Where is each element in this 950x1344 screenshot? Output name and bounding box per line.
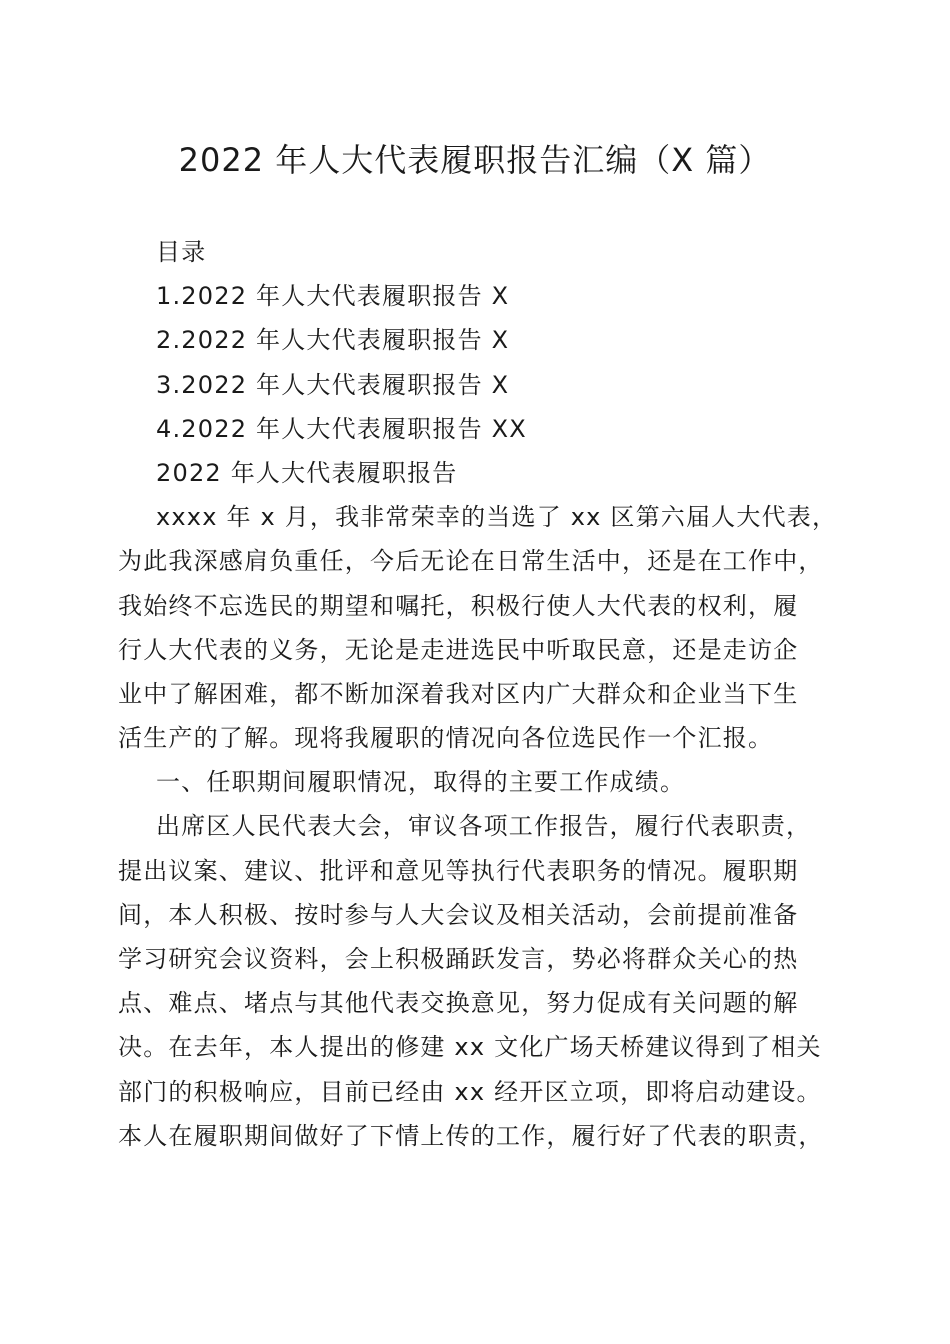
toc-item-1: 1.2022 年人大代表履职报告 X <box>156 282 510 311</box>
paragraph2-line-2: 提出议案、建议、批评和意见等执行代表职务的情况。履职期 <box>118 856 799 885</box>
report-title: 2022 年人大代表履职报告 <box>156 458 458 487</box>
section1-heading: 一、任职期间履职情况，取得的主要工作成绩。 <box>156 768 686 797</box>
toc-heading: 目录 <box>156 238 207 266</box>
document-body <box>118 230 858 1158</box>
toc-item-2: 2.2022 年人大代表履职报告 X <box>156 326 510 355</box>
paragraph1-line-3: 我始终不忘选民的期望和嘱托，积极行使人大代表的权利，履 <box>118 591 799 620</box>
paragraph2-line-8: 本人在履职期间做好了下情上传的工作，履行好了代表的职责， <box>118 1121 824 1150</box>
paragraph1-line-2: 为此我深感肩负重任，今后无论在日常生活中，还是在工作中， <box>118 547 824 576</box>
paragraph1-line-5: 业中了解困难，都不断加深着我对区内广大群众和企业当下生 <box>118 679 799 708</box>
paragraph2-line-3: 间，本人积极、按时参与人大会议及相关活动，会前提前准备 <box>118 900 799 929</box>
paragraph2-line-6: 决。在去年，本人提出的修建 xx 文化广场天桥建议得到了相关 <box>118 1033 822 1062</box>
paragraph2-line-1: 出席区人民代表大会，审议各项工作报告，履行代表职责， <box>156 812 812 841</box>
paragraph1-line-1: xxxx 年 x 月，我非常荣幸的当选了 xx 区第六届人大代表， <box>156 503 838 532</box>
document-title: 2022 年人大代表履职报告汇编（X 篇） <box>178 141 772 179</box>
paragraph1-line-6: 活生产的了解。现将我履职的情况向各位选民作一个汇报。 <box>118 724 774 753</box>
paragraph1-line-4: 行人大代表的义务，无论是走进选民中听取民意，还是走访企 <box>118 635 799 664</box>
paragraph2-line-5: 点、难点、堵点与其他代表交换意见，努力促成有关问题的解 <box>118 989 799 1018</box>
toc-item-4: 4.2022 年人大代表履职报告 XX <box>156 414 527 443</box>
paragraph2-line-7: 部门的积极响应，目前已经由 xx 经开区立项，即将启动建设。 <box>118 1077 822 1106</box>
paragraph2-line-4: 学习研究会议资料，会上积极踊跃发言，势必将群众关心的热 <box>118 945 799 973</box>
toc-item-3: 3.2022 年人大代表履职报告 X <box>156 370 510 399</box>
